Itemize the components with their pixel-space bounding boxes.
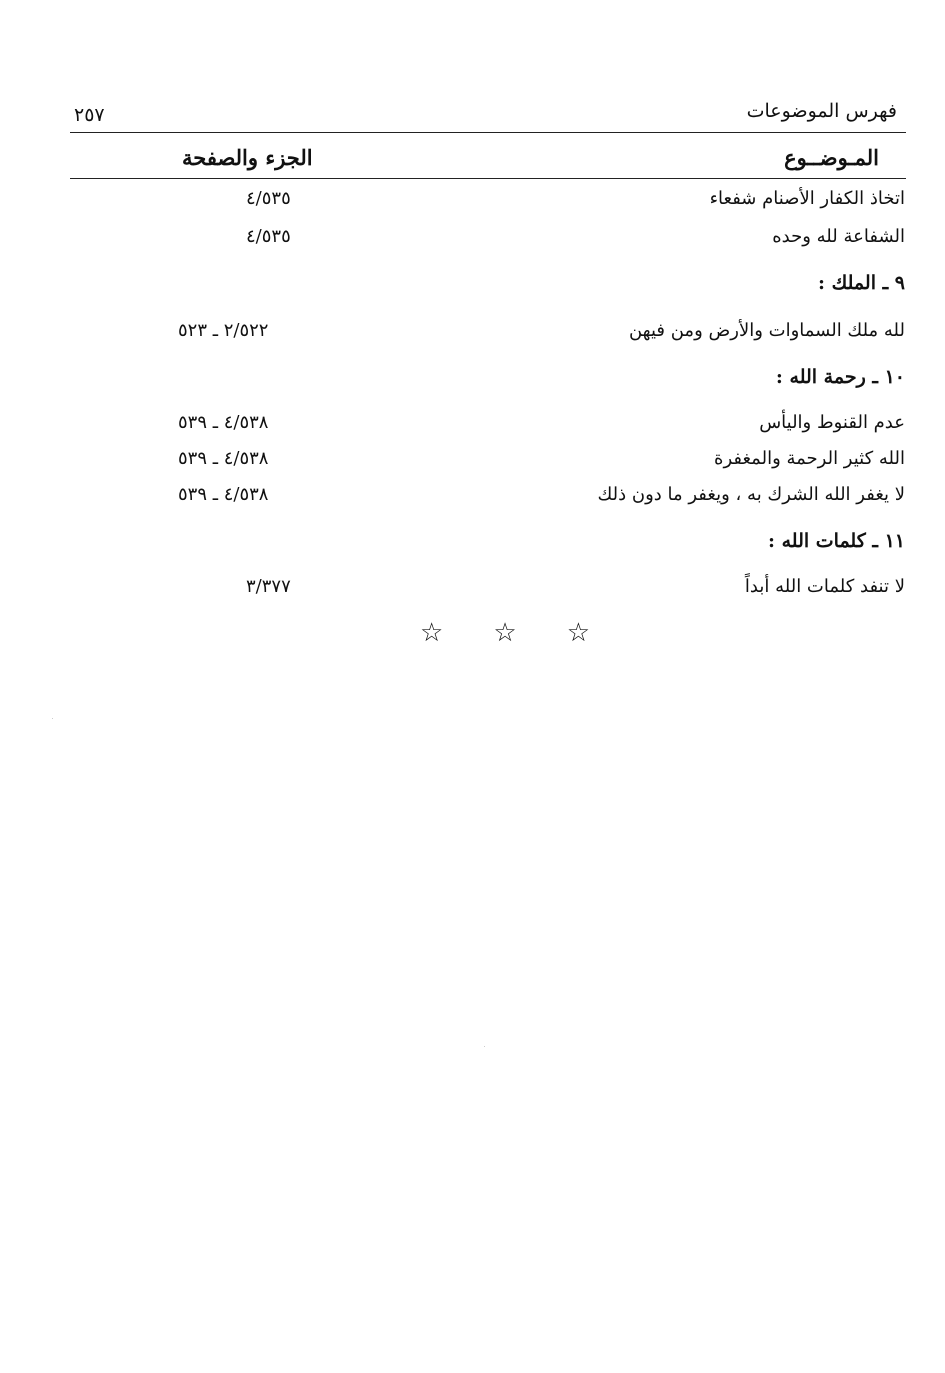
star-icon: ☆ (420, 618, 444, 648)
scan-speck (52, 718, 53, 719)
index-reference: ٤/٥٣٨ ـ ٥٣٩ (178, 484, 269, 505)
index-entry: عدم القنوط واليأس (759, 412, 905, 433)
section-end-ornament (420, 620, 590, 646)
index-reference: ٤/٥٣٨ ـ ٥٣٩ (178, 448, 269, 469)
scan-speck (484, 1046, 485, 1047)
index-reference: ٤/٥٣٨ ـ ٥٣٩ (178, 412, 269, 433)
section-heading: ٩ ـ الملك : (818, 272, 905, 294)
index-reference: ٢/٥٢٢ ـ ٥٢٣ (178, 320, 269, 341)
index-reference: ٤/٥٣٥ (246, 188, 291, 209)
star-icon: ☆ (566, 618, 590, 648)
page-number: ٢٥٧ (74, 104, 105, 126)
star-icon: ☆ (493, 618, 517, 648)
column-heading-rule (70, 178, 906, 179)
index-reference: ٣/٣٧٧ (246, 576, 291, 597)
index-entry: الشفاعة لله وحده (772, 226, 905, 247)
section-heading: ١١ ـ كلمات الله : (767, 530, 905, 552)
index-entry: اتخاذ الكفار الأصنام شفعاء (709, 188, 905, 209)
index-entry: لا يغفر الله الشرك به ، ويغفر ما دون ذلك (597, 484, 905, 505)
column-heading-topic: المـوضــوع (784, 145, 879, 170)
index-entry: الله كثير الرحمة والمغفرة (714, 448, 905, 469)
index-reference: ٤/٥٣٥ (246, 226, 291, 247)
running-header-title: فهرس الموضوعات (746, 100, 897, 122)
column-heading-volume-page: الجزء والصفحة (182, 145, 313, 170)
section-heading: ١٠ ـ رحمة الله : (775, 366, 905, 388)
index-entry: لله ملك السماوات والأرض ومن فيهن (628, 320, 905, 341)
header-rule (70, 132, 906, 133)
index-entry: لا تنفد كلمات الله أبداً (744, 576, 905, 597)
